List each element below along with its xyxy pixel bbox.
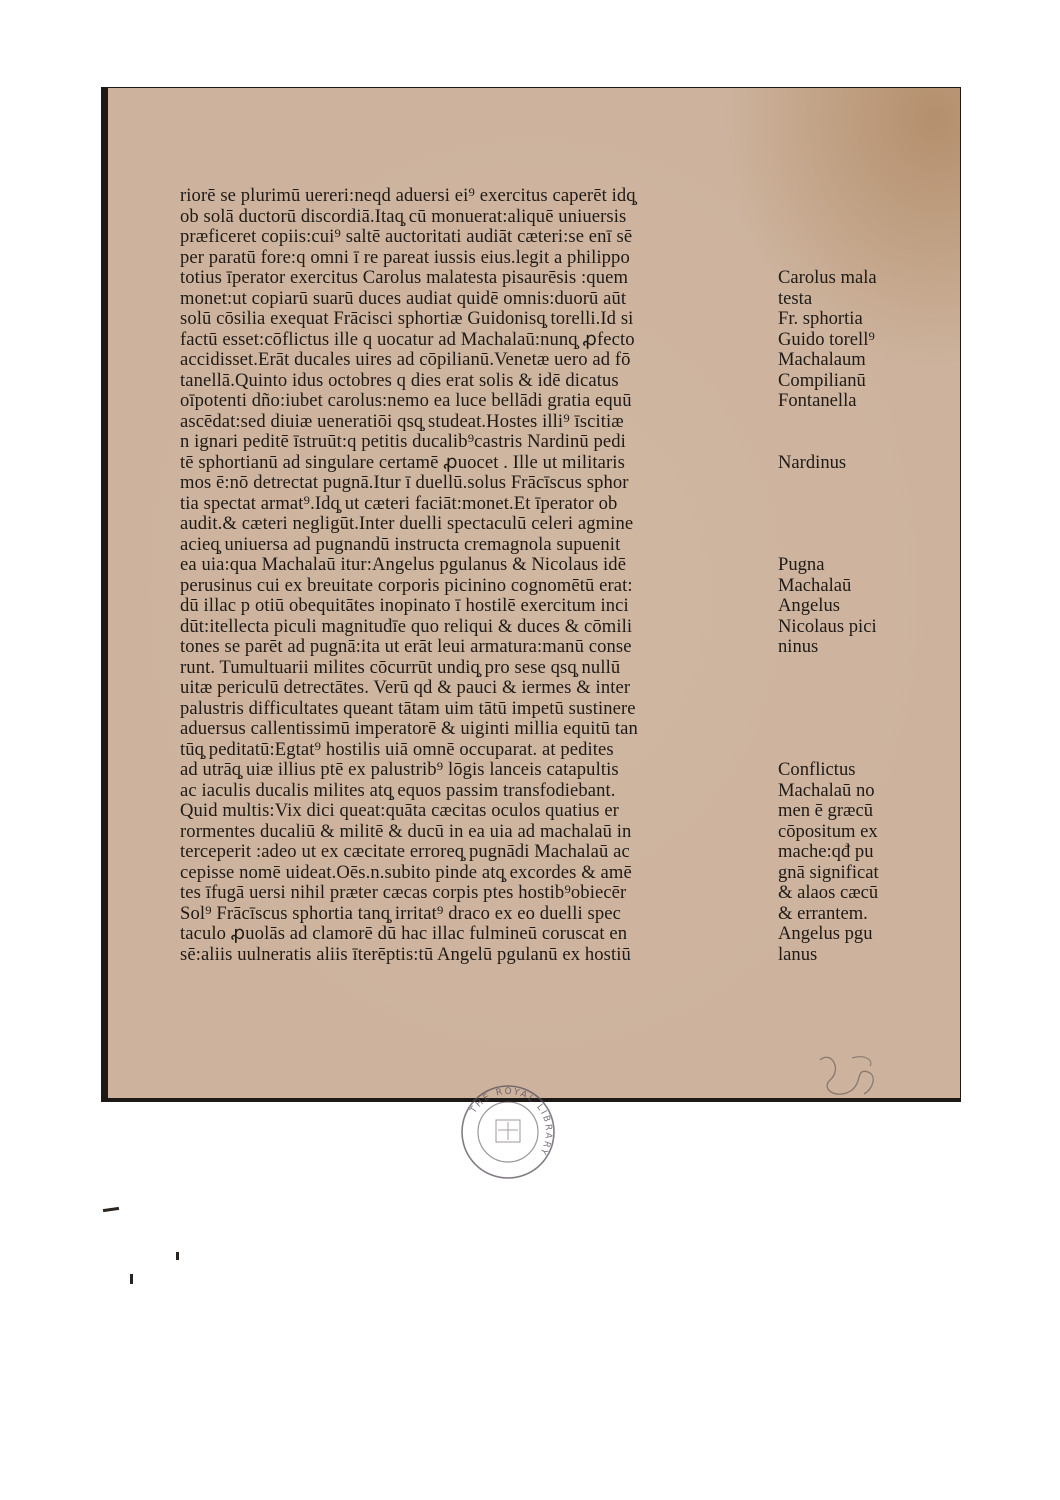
text-line: dū illac p otiū obequitātes inopinato ī hostilē exercitum inci [180,596,629,616]
margin-note-line: testa [778,287,813,309]
margin-note-line: Nicolaus pici [778,615,877,637]
text-line: solū cōsilia exequat Frācisci sphortiæ Guidonisq̧ torelli.Id si [180,309,634,329]
text-line: tē sphortianū ad singulare certamē ꝓuocet . Ille ut militaris [180,452,625,473]
margin-note-line: Angelus pgu [778,923,873,944]
margin-note-line: men ē græcū [778,800,874,821]
left-edge-tick [176,1252,179,1260]
text-line: acieq̧ uniuersa ad pugnandū instructa cremagnola supuenit [180,534,621,555]
text-line: tia spectat armat⁹.Idq̧ ut cæteri faciāt:monet.Et īperator ob [180,493,618,514]
stamp-text: THE ROYAL LIBRARY [468,1086,554,1158]
text-line: Quid multis:Vix dici queat:quāta cæcitas oculos quatius er [180,801,619,821]
text-line: Sol⁹ Frācīscus sphortia tanq̧ irritat⁹ draco ex eo duelli spec [180,903,621,924]
margin-note-line: Guido torell⁹ [778,328,875,350]
text-line: runt. Tumultuarii milites cōcurrūt undiq̧ pro sese qsq̧ nullū [180,657,621,678]
text-line: monet:ut copiarū suarū duces audiat quidē omnis:duorū aūt [180,288,627,309]
margin-note [778,781,879,925]
margin-note-line: ninus [778,636,819,657]
margin-note [778,350,866,371]
margin-note [778,555,824,576]
margin-note-line: Carolus mala [778,267,877,288]
margin-note [778,309,863,330]
text-line: per paratū fore:q omni ī re pareat iussis eius.legit a philippo [180,247,630,268]
handwritten-scribble [812,1050,882,1105]
text-line: mos ē:nō detrectat pugnā.Itur ī duellū.solus Frācīscus sphor [180,473,629,493]
margin-note [778,576,851,597]
left-edge-mark [103,1207,119,1212]
text-line: ob solā ductorū discordiā.Itaq̧ cū monuerat:aliquē uniuersis [180,206,627,227]
margin-note-line: Fr. sphortia [778,308,863,329]
margin-note [778,760,855,781]
margin-note [778,330,875,351]
text-line: dūt:itellecta piculi magnitudīe quo reliqui & duces & cōmili [180,616,633,637]
text-line: taculo ꝓuolās ad clamorē dū hac illac fulmineū coruscat en [180,924,628,944]
margin-note-line: cōpositum ex [778,820,878,842]
text-line: ad utrāq̧ uiæ illius ptē ex palustrib⁹ lōgis lanceis catapultis [180,760,619,780]
margin-note-line: Machalaū [778,574,852,596]
text-line: cepisse nomē uideat.Oēs.n.subito pinde atq̧ excordes & amē [180,862,632,883]
margin-note-line: Fontanella [778,390,857,411]
text-line: rormentes ducaliū & militē & ducū in ea uia ad machalaū in [180,821,632,842]
text-line: ac iaculis ducalis milites atq̧ equos passim transfodiebant. [180,780,616,801]
text-line: perusinus cui ex breuitate corporis picinino cognomētū erat: [180,575,633,596]
margin-note-line: Machalaū no [778,779,875,801]
text-line: accidisset.Erāt ducales uires ad cōpilianū.Venetæ uero ad fō [180,350,631,370]
text-line: totius īperator exercitus Carolus malatesta pisaurēsis :quem [180,268,629,288]
margin-note-line: mache:qđ pu [778,841,874,862]
margin-note-line: & alaos cæcū [778,882,879,903]
margin-note [778,924,873,965]
text-line: riorē se plurimū uereri:neqd aduersi ei⁹ exercitus caperēt idq̧ [180,186,636,206]
margin-note-line: Machalaum [778,349,866,370]
margin-note-line: Conflictus [778,759,856,780]
margin-note [778,617,877,658]
margin-note [778,268,877,309]
svg-text:THE ROYAL LIBRARY [468,1087,553,1158]
library-stamp [458,1082,558,1182]
margin-note-line: Angelus [778,595,840,616]
text-line: tūq̧ peditatū:Egtat⁹ hostilis uiā omnē occuparat. at pedites [180,739,614,760]
margin-note-line: Compilianū [778,369,866,391]
text-line: ea uia:qua Machalaū itur:Angelus pgulanus & Nicolaus idē [180,555,627,575]
text-line: tes īfugā uersi nihil præter cæcas corpis ptes hostib⁹obiecēr [180,883,627,903]
margin-note-line: Nardinus [778,451,847,473]
text-line: audit.& cæteri negligūt.Inter duelli spectaculū celeri agmine [180,514,634,534]
main-text-block [180,186,770,965]
text-line: palustris difficultates queant tātam uim tātū impetū sustinere [180,698,636,719]
margin-note-line: gnā significat [778,861,879,883]
text-line: tanellā.Quinto idus octobres q dies erat solis & idē dicatus [180,370,619,391]
text-line: uitæ periculū detrectātes. Verū qd & pauci & iermes & inter [180,678,631,698]
text-line: tones se parēt ad pugnā:ita ut erāt leui armatura:manū conse [180,637,632,657]
text-line: oīpotenti dño:iubet carolus:nemo ea luce bellādi gratia equū [180,391,632,411]
margin-note [778,371,866,392]
text-line: præficeret copiis:cui⁹ saltē auctoritati audiāt cæteri:se enī sē [180,227,633,247]
text-line: aduersus callentissimū imperatorē & uiginti millia equitū tan [180,719,638,739]
text-line: n ignari peditē īstruūt:q petitis ducalib⁹castris Nardinū pedi [180,432,626,452]
margin-note-line: lanus [778,943,818,965]
text-line: factū esset:cōflictus ille q uocatur ad Machalaū:nunq̧ ꝓfecto [180,329,635,350]
margin-note-line: Pugna [778,554,825,575]
margin-note [778,453,846,474]
margin-note [778,391,857,412]
text-line: sē:aliis uulneratis aliis īterēptis:tū Angelū pgulanū ex hostiū [180,944,631,965]
margin-note-line: & errantem. [778,902,868,924]
bottom-left-tick [130,1274,133,1284]
margin-note [778,596,840,617]
text-line: terceperit :adeo ut ex cæcitate erroreq̧ pugnādi Machalaū ac [180,842,630,862]
text-line: ascēdat:sed diuiæ ueneratiōi qsq̧ studeat.Hostes illi⁹ īscitiæ [180,411,624,432]
library-stamp-graphic [458,1082,558,1182]
